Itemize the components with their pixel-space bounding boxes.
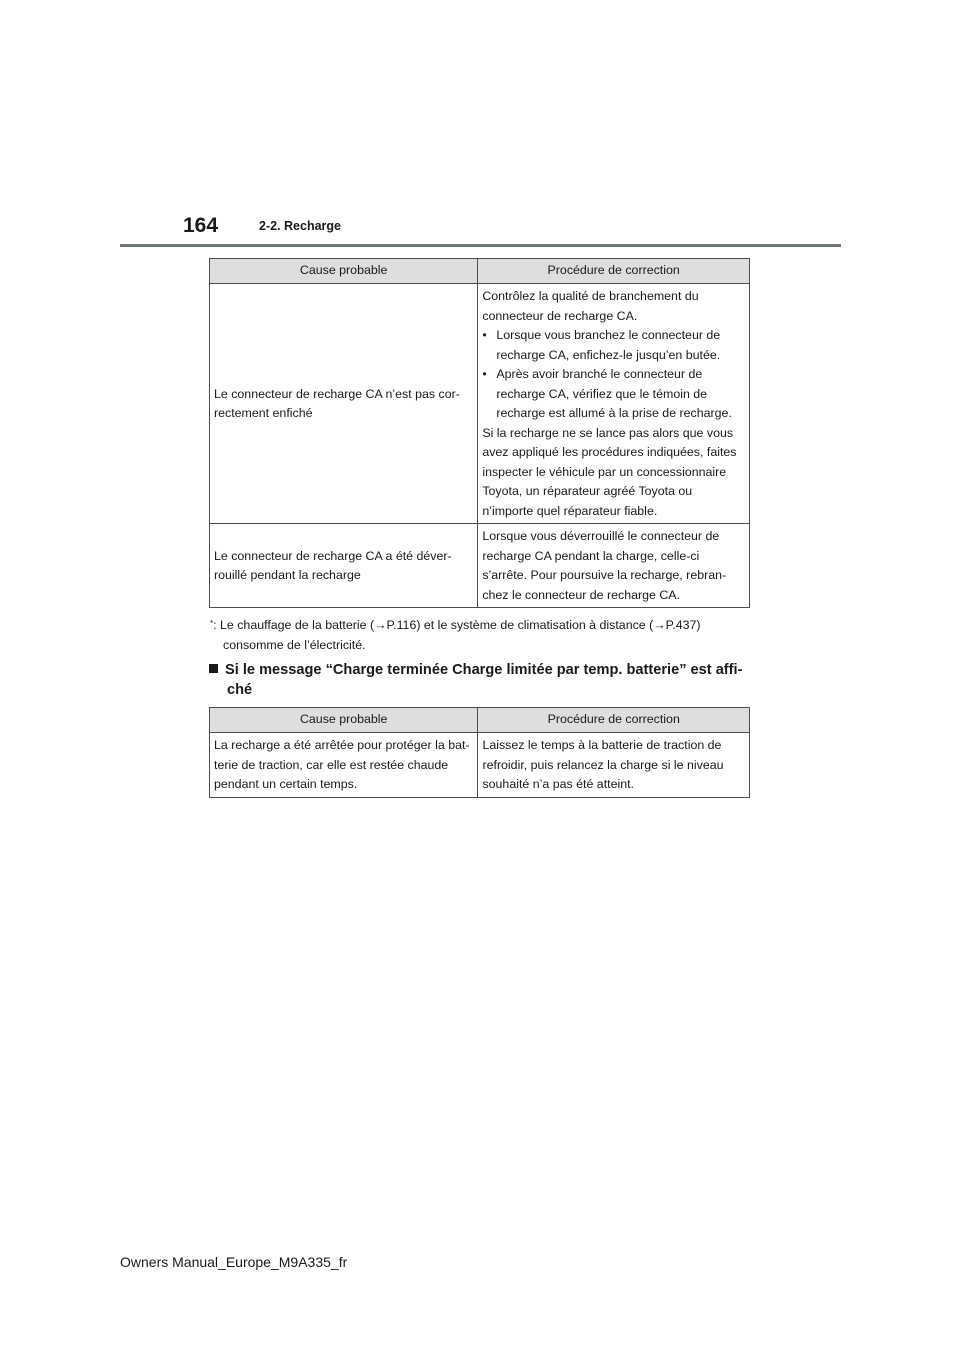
fix-intro: Contrôlez la qualité de branchement du connecteur de recharge CA. bbox=[482, 289, 699, 323]
fix-cell: Lorsque vous déverrouillé le connecteur de recharge CA pendant la charge, celle-ci s’arrête. Pour poursuive la recharge, rebran-chez le connecteur de recharge CA. bbox=[478, 524, 750, 608]
fix-bullet: • Lorsque vous branchez le connecteur de recharge CA, enfichez-le jusqu’en butée. bbox=[482, 326, 745, 365]
table-row bbox=[210, 733, 750, 798]
column-header-cause: Cause probable bbox=[210, 259, 478, 284]
table-header-row bbox=[210, 708, 750, 733]
table-header-row bbox=[210, 259, 750, 284]
fix-bullet-list bbox=[482, 326, 745, 424]
page-number: 164 bbox=[183, 214, 219, 237]
header-divider bbox=[120, 244, 841, 247]
fix-cell bbox=[478, 284, 750, 524]
subheading-line-1: Si le message “Charge terminée Charge limitée par temp. batterie” est affi- bbox=[225, 662, 743, 678]
square-bullet-icon bbox=[209, 664, 218, 673]
fix-bullet: • Après avoir branché le connecteur de recharge CA, vérifiez que le témoin de recharge est allumé à la prise de recharge. bbox=[482, 365, 745, 424]
column-header-cause: Cause probable bbox=[210, 708, 478, 733]
subheading bbox=[209, 660, 754, 700]
footnote bbox=[210, 616, 755, 655]
cause-cell: Le connecteur de recharge CA n’est pas cor-rectement enfiché bbox=[210, 284, 478, 524]
footnote-marker: * bbox=[210, 619, 214, 628]
column-header-fix: Procédure de correction bbox=[478, 708, 750, 733]
table-row bbox=[210, 524, 750, 608]
cause-cell: La recharge a été arrêtée pour protéger la bat-terie de traction, car elle est restée chaude pendant un certain temps. bbox=[210, 733, 478, 798]
cause-table-2 bbox=[209, 707, 750, 798]
cause-cell: Le connecteur de recharge CA a été déver-rouillé pendant la recharge bbox=[210, 524, 478, 608]
fix-cell: Laissez le temps à la batterie de traction de refroidir, puis relancez la charge si le niveau souhaité n’a pas été atteint. bbox=[478, 733, 750, 798]
table-row bbox=[210, 284, 750, 524]
cause-table-1 bbox=[209, 258, 750, 608]
fix-outro: Si la recharge ne se lance pas alors que vous avez appliqué les procédures indiquées, faites inspecter le véhicule par un concessionnaire Toyota, un réparateur agréé Toyota ou n’importe quel réparateur fiable. bbox=[482, 425, 737, 518]
footnote-line-2: consomme de l’électricité. bbox=[223, 637, 366, 652]
column-header-fix: Procédure de correction bbox=[478, 259, 750, 284]
subheading-line-2: ché bbox=[227, 682, 253, 698]
footnote-line-1: : Le chauffage de la batterie (→P.116) et le système de climatisation à distance (→P.437) bbox=[213, 618, 701, 632]
footer-text: Owners Manual_Europe_M9A335_fr bbox=[120, 1254, 348, 1270]
section-title: 2-2. Recharge bbox=[259, 219, 341, 233]
